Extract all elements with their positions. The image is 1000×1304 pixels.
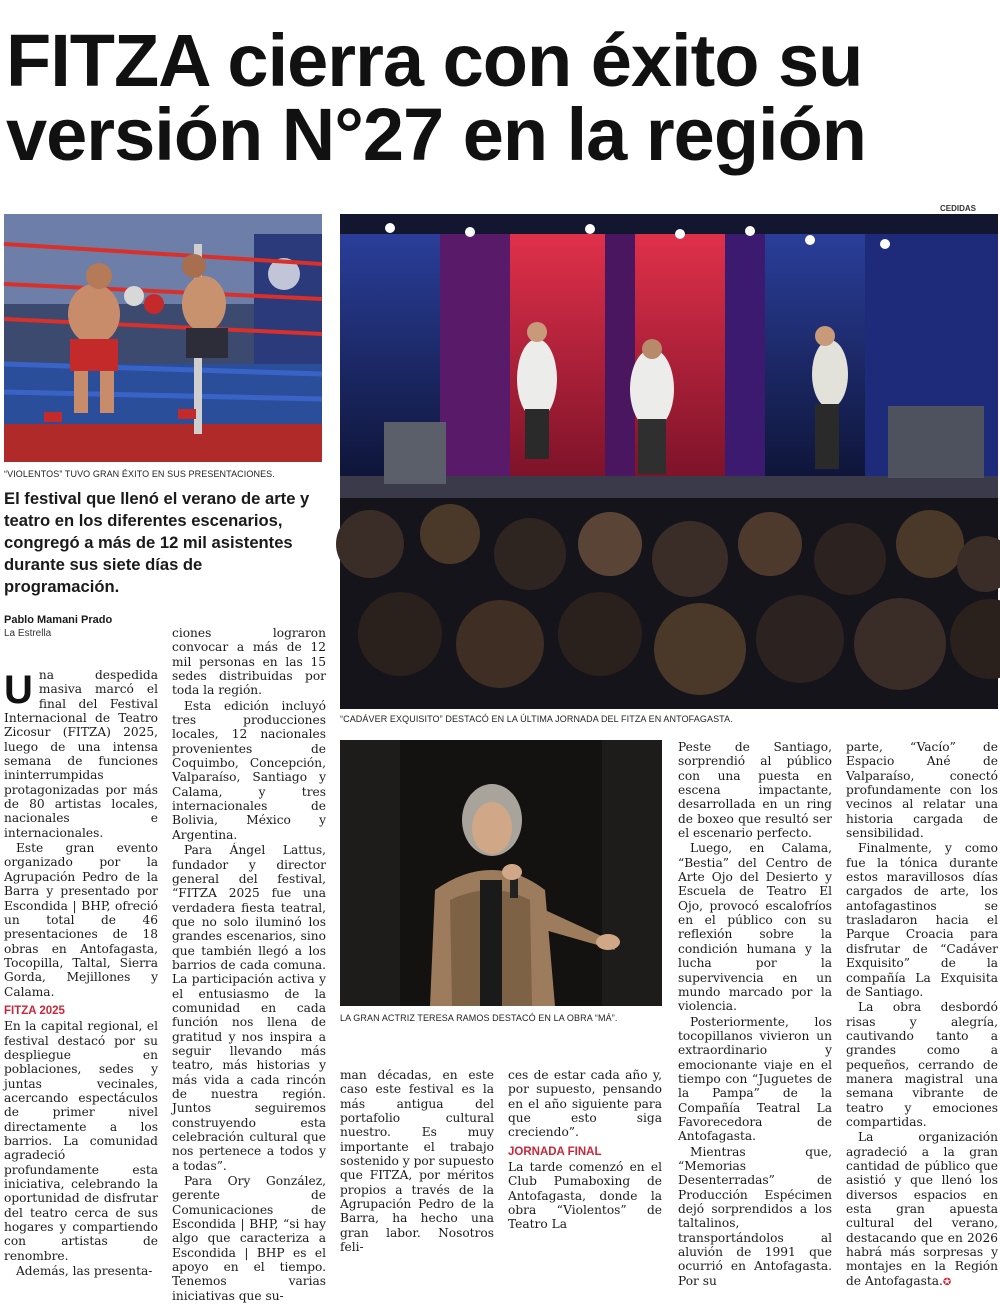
column-6-paragraph-3: La obra desbordó risas y alegría, cautivando tanto a grandes como a pequeños, cerrando de manera magistral una semana vibrante de teatro y emociones compartidas. [846,1000,998,1129]
column-2-paragraph-2: Esta edición incluyó tres producciones locales, 12 nacionales provenientes de Coquimbo, Concepción, Valparaíso, Santiago y Calama, y tres internacionales de Bolivia, México y Argentina. [172,698,326,842]
byline-author: Pablo Mamani Prado [4,614,113,626]
column-5-paragraph-3: Posteriormente, los tocopillanos vivieron un extraordinario y emocionante viaje en el tiempo con “Juguetes de la Pampa” de la Compañía Teatral La Favorecedora de Antofagasta. [678,1014,832,1144]
column-2 [172,626,326,1304]
column-1-paragraph-4: Además, las presenta- [16,1264,153,1279]
byline [4,614,112,639]
headline [6,19,986,176]
column-1-paragraph-3: En la capital regional, el festival destacó por su despliegue en poblaciones, sedes y juntas vecinales, acercando espectáculos de primer nivel directamente a los barrios. La comunidad agradeció profundamente esta iniciativa, celebrando la oportunidad de disfrutar del teatro cerca de sus hogares y compartiendo con artistas de renombre. [4,1019,158,1263]
column-1-paragraph-1-text: na despedida masiva marcó el final del Festival Internacional de Teatro Zicosur (FITZA) 2025, luego de una intensa semana de funciones ininterrumpidas protagonizadas por más de 80 artistas locales, nacionales e internacionales. [4,668,158,840]
subhead-jornada-final: JORNADA FINAL [508,1145,602,1158]
column-4-paragraph-2: La tarde comenzó en el Club Pumaboxing de Antofagasta, donde la obra “Violentos” de Teatro La [508,1160,662,1232]
column-2-paragraph-1: ciones lograron convocar a más de 12 mil personas en las 15 sedes distribuidas por toda la región. [172,626,326,698]
caption-actress: LA GRAN ACTRIZ TERESA RAMOS DESTACÓ EN LA OBRA “MÁ”. [340,1013,618,1023]
caption-stage: “CADÁVER EXQUISITO” DESTACÓ EN LA ÚLTIMA JORNADA DEL FITZA EN ANTOFAGASTA. [340,714,733,724]
lede: El festival que llenó el verano de arte y teatro en los diferentes escenarios, congregó a más de 12 mil asistentes durante sus siete días de programación. [4,489,310,596]
boxing-photo [4,214,322,462]
column-6 [846,740,998,1291]
dropcap: U [4,668,33,712]
headline-line-2: versión N°27 en la región [6,93,867,176]
end-mark-icon: ✪ [942,1276,952,1288]
headline-line-1: FITZA cierra con éxito su [6,19,863,102]
column-1 [4,668,158,1279]
column-4-paragraph-1: ces de estar cada año y, por supuesto, pensando en el año siguiente para que esto siga creciendo”. [508,1068,662,1140]
stage-photo [340,214,998,709]
byline-outlet: La Estrella [4,628,52,639]
column-1-paragraph-1 [4,668,158,840]
column-5-paragraph-4: Mientras que, “Memorias Desenterradas” de Producción Espécimen dejó sorprendidos a los taltalinos, transportándolos al aluvión de 1991 que ocurrió en Antofagasta. Por su [678,1144,832,1288]
column-2-paragraph-3: Para Ángel Lattus, fundador y director general del festival, “FITZA 2025 fue una verdadera fiesta teatral, que no solo iluminó los grandes escenarios, sino que también llegó a los barrios de cada comuna. La participación activa y el entusiasmo de la comunidad en cada función nos llena de gratitud y nos inspira a seguir llevando más teatro, más historias y más vida a cada rincón de nuestra región. Juntos seguiremos construyendo esta celebración cultural que nos pertenece a todos y a todas”. [172,843,326,1173]
column-3-paragraph-1: man décadas, en este caso este festival es la más antigua del portafolio cultural nuestro. Es muy importante el trabajo sostenido y por supuesto que FITZA, por méritos propios a través de la Agrupación Pedro de la Barra, ha hecho una gran labor. Nosotros feli- [340,1068,494,1255]
caption-boxing: “VIOLENTOS” TUVO GRAN ÉXITO EN SUS PRESENTACIONES. [4,469,275,479]
column-6-paragraph-1: parte, “Vacío” de Espacio Ané de Valparaíso, conectó profundamente con los vecinos al relatar una historia cargada de sensibilidad. [846,740,998,841]
column-6-paragraph-4 [846,1130,998,1290]
column-3 [340,1068,494,1255]
actress-photo [340,740,662,1006]
column-6-paragraph-4-text: La organización agradeció a la gran cantidad de público que asistió y que llenó los diversos espacios en esta gran apuesta cultural del verano, destacando que en 2026 habrá más sorpresas y montajes en la Región de Antofagasta. [846,1130,998,1288]
column-1-paragraph-2: Este gran evento organizado por la Agrupación Pedro de la Barra y presentado por Escondida | BHP, ofreció un total de 46 presentaciones de 18 obras en Antofagasta, Tocopilla, Taltal, Sierra Gorda, Mejillones y Calama. [4,841,158,999]
column-5-paragraph-1: Peste de Santiago, sorprendió al público con una puesta en escena impactante, desarrollada en un ring de boxeo que resultó ser el escenario perfecto. [678,740,832,841]
subhead-fitza-2025: FITZA 2025 [4,1004,65,1017]
column-2-paragraph-4: Para Ory González, gerente de Comunicaciones de Escondida | BHP, “si hay algo que caracteriza a Escondida | BHP es el apoyo en el tiempo. Tenemos varias iniciativas que su- [172,1174,326,1303]
column-5-paragraph-2: Luego, en Calama, “Bestia” del Centro de Arte Ojo del Desierto y Escuela de Teatro El Ojo, provocó escalofríos en el público con su reflexión sobre la condición humana y la lucha por la supervivencia en un mundo marcado por la violencia. [678,841,832,1014]
photo-credit: CEDIDAS [940,204,977,213]
column-4 [508,1068,662,1233]
column-5 [678,740,832,1289]
column-6-paragraph-2: Finalmente, y como fue la tónica durante estos maravillosos días cargados de arte, los antofagastinos se trasladaron hacia el Parque Croacia para disfrutar de “Cadáver Exquisito” de la compañía La Exquisita de Santiago. [846,841,998,999]
